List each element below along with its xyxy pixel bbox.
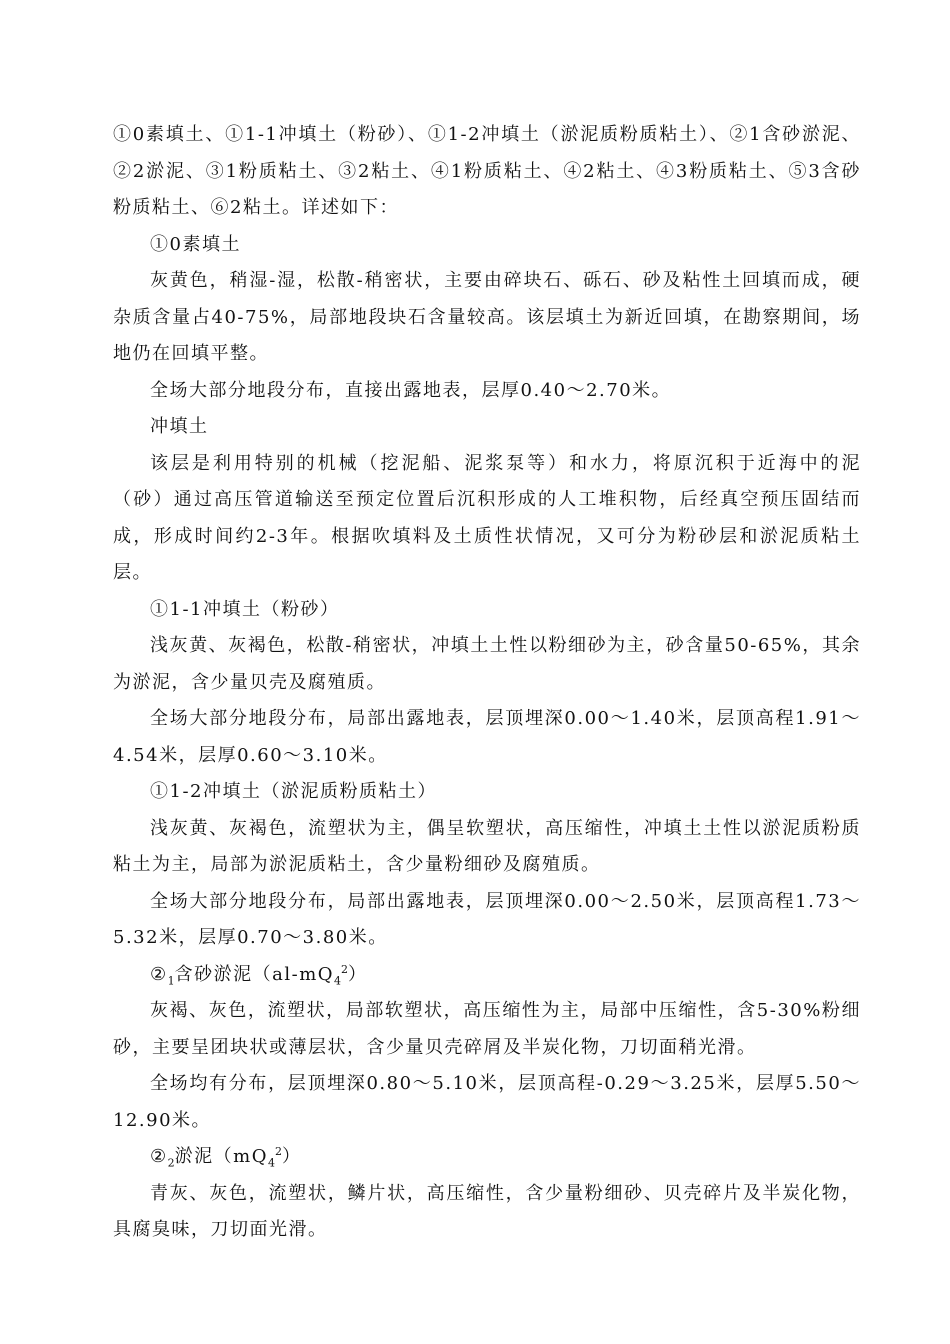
- heading-main: 淤泥（mQ: [174, 1146, 268, 1167]
- body-paragraph: 全场大部分地段分布，局部出露地表，层顶埋深0.00～2.50米，层顶高程1.73～5.32米，层厚0.70～3.80米。: [113, 890, 861, 948]
- heading-main: 含砂淤泥（al-mQ: [174, 963, 335, 985]
- body-paragraph: 青灰、灰色，流塑状，鳞片状，高压缩性，含少量粉细砂、贝壳碎片及半炭化物，具腐臭味，刀切面光滑。: [113, 1182, 861, 1240]
- body-paragraph: 该层是利用特别的机械（挖泥船、泥浆泵等）和水力，将原沉积于近海中的泥（砂）通过高压管道输送至预定位置后沉积形成的人工堆积物，后经真空预压固结而成，形成时间约2-3年。根据吹填料及土质性状情况，又可分为粉砂层和淤泥质粘土层。: [113, 452, 861, 583]
- heading-prefix: ②: [150, 963, 168, 985]
- heading-subscript: 1: [167, 974, 175, 988]
- section-heading-sandy-silt: [113, 957, 861, 994]
- heading-suffix: ）: [281, 1146, 302, 1167]
- section-heading-muddy-clay: ①1-2冲填土（淤泥质粉质粘土）: [150, 781, 437, 802]
- section-heading-hydraulic-fill: 冲填土: [150, 416, 209, 437]
- body-paragraph: 浅灰黄、灰褐色，松散-稍密状，冲填土土性以粉细砂为主，砂含量50-65%，其余为淤泥，含少量贝壳及腐殖质。: [113, 635, 861, 693]
- document-body: [113, 117, 861, 1249]
- heading-subscript: 4: [334, 974, 342, 988]
- heading-superscript: 2: [341, 962, 349, 976]
- body-paragraph: 全场大部分地段分布，局部出露地表，层顶埋深0.00～1.40米，层顶高程1.91～4.54米，层厚0.60～3.10米。: [113, 708, 861, 766]
- heading-superscript: 2: [274, 1145, 282, 1158]
- heading-prefix: ②: [150, 1146, 168, 1167]
- heading-subscript: 4: [267, 1156, 275, 1170]
- section-heading-silt: [113, 1139, 861, 1176]
- section-heading-fill-soil: ①0素填土: [150, 233, 241, 255]
- heading-suffix: ）: [348, 963, 368, 985]
- body-paragraph: 全场大部分地段分布，直接出露地表，层厚0.40～2.70米。: [150, 379, 672, 401]
- heading-subscript: 2: [167, 1156, 175, 1170]
- body-paragraph: 灰黄色，稍湿-湿，松散-稍密状，主要由碎块石、砾石、砂及粘性土回填而成，硬杂质含量占40-75%，局部地段块石含量较高。该层填土为新近回填，在勘察期间，场地仍在回填平整。: [113, 270, 861, 364]
- body-paragraph: 灰褐、灰色，流塑状，局部软塑状，高压缩性为主，局部中压缩性，含5-30%粉细砂，主要呈团块状或薄层状，含少量贝壳碎屑及半炭化物，刀切面稍光滑。: [113, 1000, 861, 1058]
- intro-paragraph: ①0素填土、①1-1冲填土（粉砂）、①1-2冲填土（淤泥质粉质粘土）、②1含砂淤泥、②2淤泥、③1粉质粘土、③2粘土、④1粉质粘土、④2粘土、④3粉质粘土、⑤3含砂粉质粘土、⑥2粘土。详述如下：: [113, 124, 861, 218]
- section-heading-silty-sand: ①1-1冲填土（粉砂）: [150, 598, 340, 620]
- body-paragraph: 全场均有分布，层顶埋深0.80～5.10米，层顶高程-0.29～3.25米，层厚5.50～12.90米。: [113, 1073, 861, 1131]
- body-paragraph: 浅灰黄、灰褐色，流塑状为主，偶呈软塑状，高压缩性，冲填土土性以淤泥质粉质粘土为主，局部为淤泥质粘土，含少量粉细砂及腐殖质。: [113, 817, 861, 875]
